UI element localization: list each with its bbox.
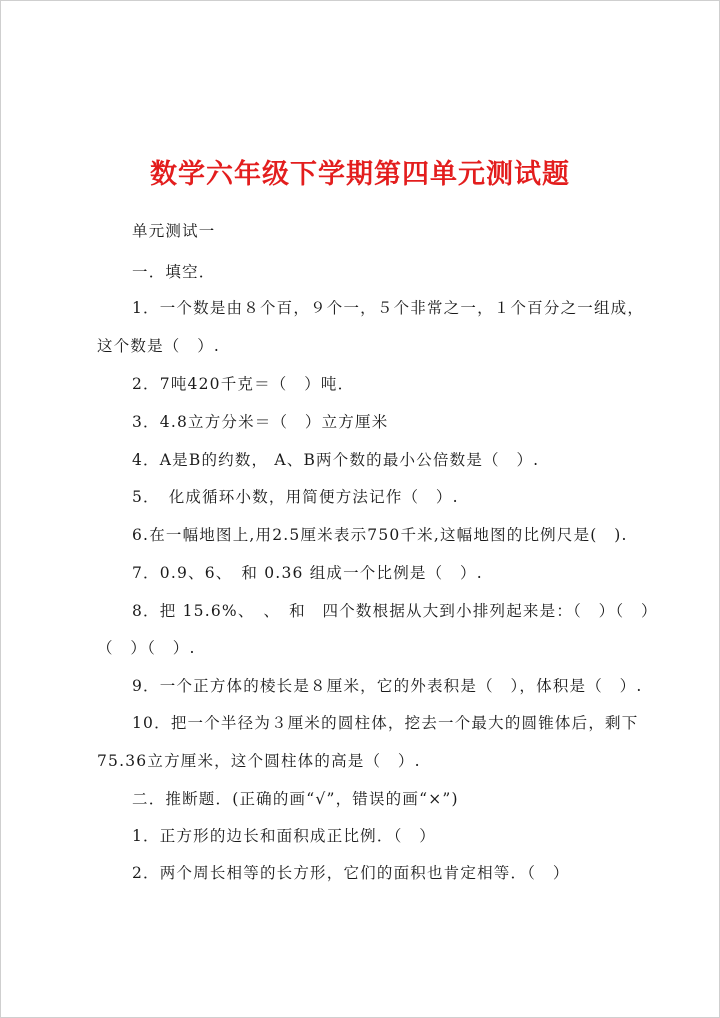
section-subtitle: 单元测试一 bbox=[132, 222, 216, 240]
question-line: 6.在一幅地图上,用2.5厘米表示750千米,这幅地图的比例尺是( ). bbox=[132, 526, 628, 544]
question-line: 10．把一个半径为３厘米的圆柱体，挖去一个最大的圆锥体后，剩下 bbox=[132, 714, 639, 732]
question-line: 5． 化成循环小数，用简便方法记作（ ）. bbox=[132, 488, 459, 506]
question-line: 2．两个周长相等的长方形，它们的面积也肯定相等．（ ） bbox=[132, 864, 570, 882]
question-line-continued: （ ）（ ）. bbox=[97, 639, 196, 657]
question-line: 9．一个正方体的棱长是８厘米，它的外表积是（ ），体积是（ ）. bbox=[132, 677, 643, 695]
question-line: 7．0.9、6、 和 0.36 组成一个比例是（ ）. bbox=[132, 564, 483, 582]
question-line: 8．把 15.6%、 、 和 四个数根据从大到小排列起来是：（ ）（ ） bbox=[132, 602, 658, 620]
question-line: 1．一个数是由８个百，９个一，５个非常之一，１个百分之一组成， bbox=[132, 299, 645, 317]
document-title: 数学六年级下学期第四单元测试题 bbox=[150, 159, 570, 190]
question-line: 3．4.8立方分米＝（ ）立方厘米 bbox=[132, 413, 389, 431]
section-heading-fill-in: 一．填空． bbox=[132, 263, 216, 281]
section-heading-true-false: 二．推断题．(正确的画“√”，错误的画“×”) bbox=[132, 790, 459, 808]
question-line-continued: 75.36立方厘米，这个圆柱体的高是（ ）. bbox=[97, 752, 421, 770]
question-line: 4．A是B的约数， A、B两个数的最小公倍数是（ ）. bbox=[132, 451, 540, 469]
question-line: 1．正方形的边长和面积成正比例．（ ） bbox=[132, 827, 436, 845]
question-line-continued: 这个数是（ ）. bbox=[97, 337, 221, 355]
question-line: 2．7吨420千克＝（ ）吨． bbox=[132, 375, 355, 393]
